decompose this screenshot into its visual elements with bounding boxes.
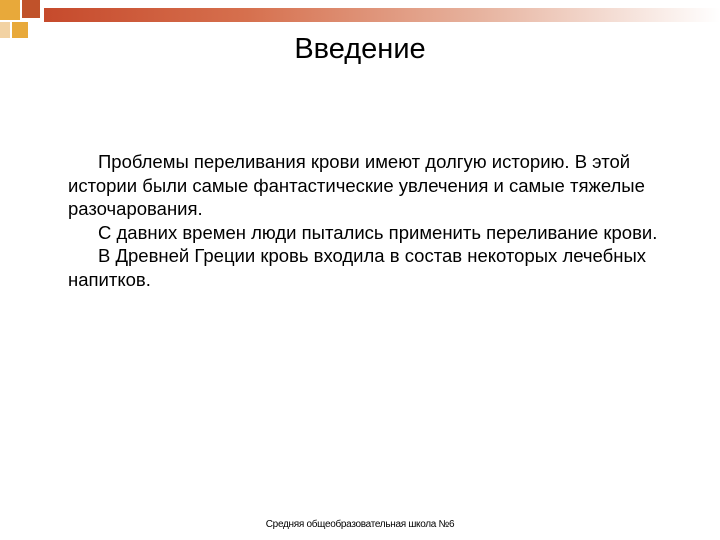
corner-square-decoration [22, 0, 40, 18]
corner-square-decoration [0, 0, 20, 20]
slide-title: Введение [294, 33, 426, 65]
body-paragraph: В Древней Греции кровь входила в состав некоторых лечебных напитков. [68, 245, 646, 290]
slide-body [68, 150, 688, 291]
header-gradient-bar [44, 8, 720, 22]
body-paragraph: С давних времен люди пытались применить переливание крови. [98, 221, 658, 243]
body-paragraph: Проблемы переливания крови имеют долгую историю. В этой истории были самые фантастические увлечения и самые тяжелые разочарования. [68, 151, 645, 219]
slide-footer: Средняя общеобразовательная школа №6 [265, 519, 455, 530]
